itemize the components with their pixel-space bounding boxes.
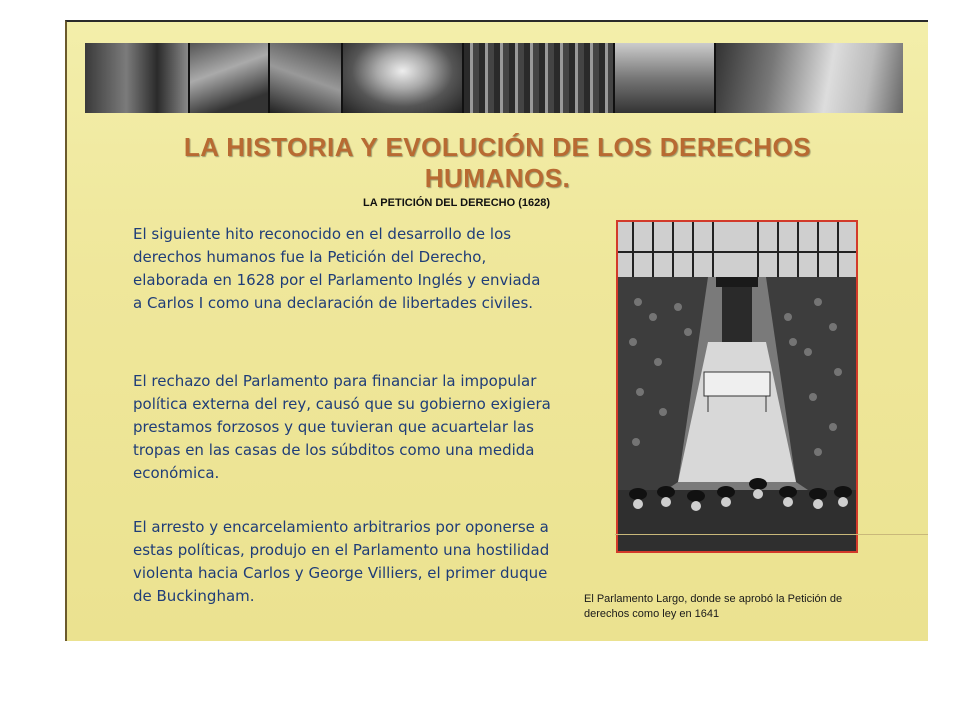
banner-photo-soldiers bbox=[85, 43, 188, 113]
banner-photo-crowd bbox=[270, 43, 341, 113]
banner-photo-refugees bbox=[190, 43, 267, 113]
banner-photo-declaration bbox=[716, 43, 903, 113]
slide-title-line1: LA HISTORIA Y EVOLUCIÓN DE LOS DERECHOS bbox=[183, 132, 812, 162]
divider-line bbox=[615, 534, 928, 535]
parliament-engraving bbox=[616, 220, 858, 553]
slide bbox=[65, 20, 928, 641]
paragraph-1: El siguiente hito reconocido en el desarrollo de los derechos humanos fue la Petición del Derecho, elaborada en 1628 por el Parlamento Inglés y enviada a Carlos I como una declaración de libertades civiles. bbox=[133, 225, 541, 312]
paragraph-3: El arresto y encarcelamiento arbitrarios por oponerse a estas políticas, produjo en el Parlamento una hostilidad violenta hacia Carlos y George Villiers, el primer duque de Buckingham. bbox=[133, 518, 550, 605]
image-caption: El Parlamento Largo, donde se aprobó la Petición de derechos como ley en 1641 bbox=[584, 593, 843, 620]
banner-photo-meeting bbox=[615, 43, 714, 113]
header-photo-banner bbox=[85, 43, 903, 113]
slide-title-line2: HUMANOS. bbox=[424, 163, 571, 193]
paragraph-2: El rechazo del Parlamento para financiar la impopular política externa del rey, causó que su gobierno exigiera prestamos forzosos y que tuvieran que acuartelar las tropas en las casas de los súbditos como una medida económica. bbox=[133, 372, 551, 482]
banner-photo-assembly-hall bbox=[464, 43, 613, 113]
banner-photo-mushroom-cloud bbox=[343, 43, 462, 113]
slide-subtitle: LA PETICIÓN DEL DERECHO (1628) bbox=[363, 197, 551, 209]
